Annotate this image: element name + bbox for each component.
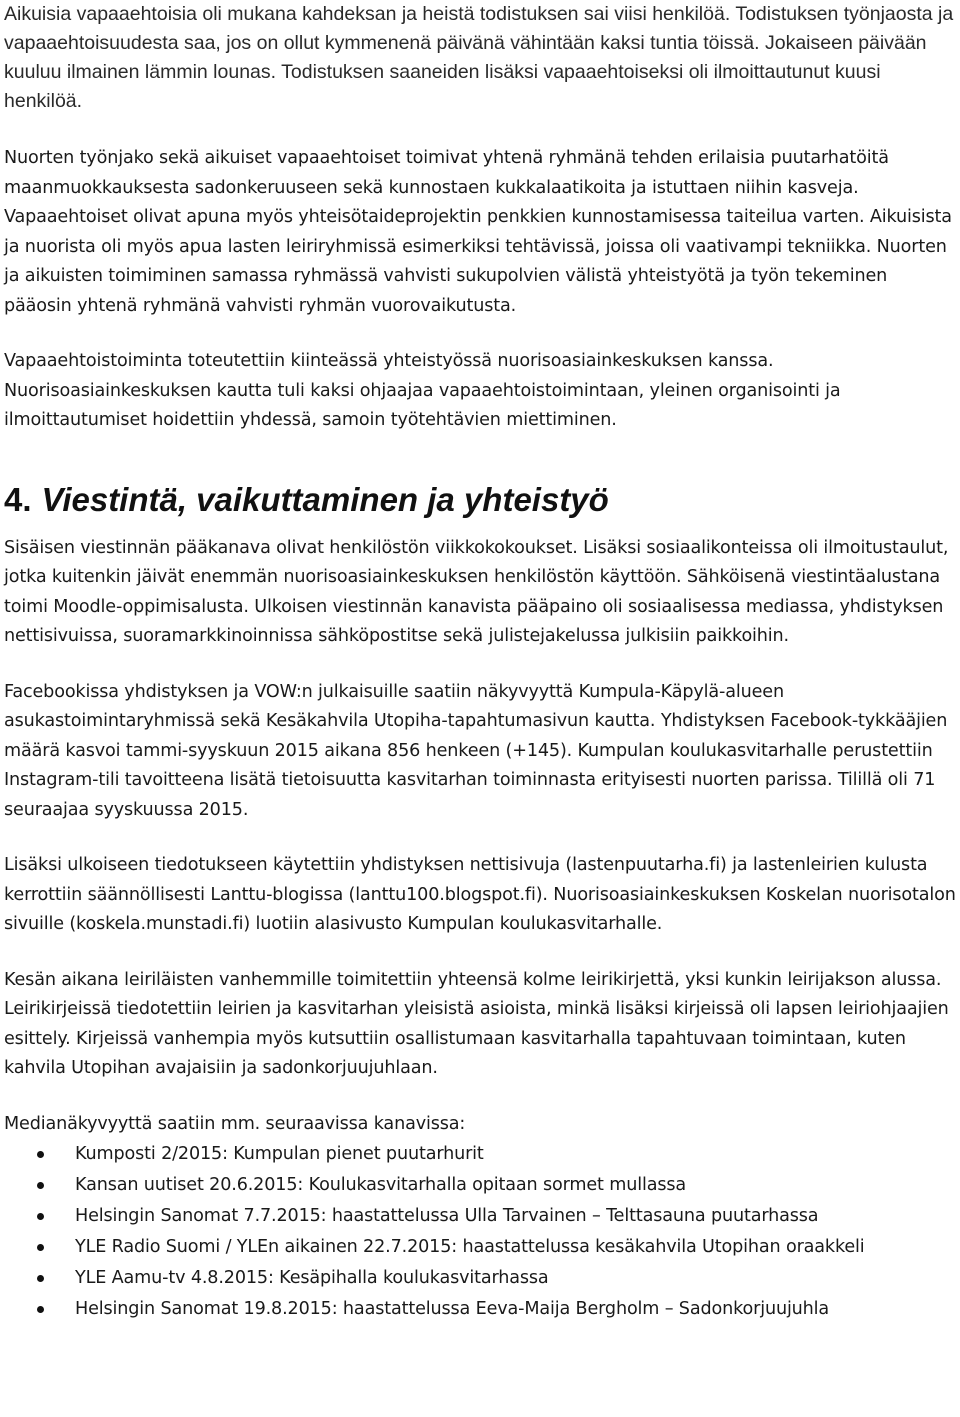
list-item bbox=[4, 1139, 956, 1170]
document-page bbox=[4, 0, 956, 1325]
bullet-icon bbox=[37, 1244, 44, 1251]
paragraph-external-info: Lisäksi ulkoiseen tiedotukseen käytettiin yhdistyksen nettisivuja (lastenpuutarha.fi) ja lastenleirien kulusta kerrottiin säännöllisesti Lanttu-blogissa (lanttu100.blogspot.fi). Nuorisoasiainkeskuksen Koskelan nuorisotalon sivuille (koskela.munstadi.fi) luotiin alasivusto Kumpulan koulukasvitarhalle. bbox=[4, 855, 956, 934]
paragraph-volunteer-cooperation: Vapaaehtoistoiminta toteutettiin kiinteässä yhteistyössä nuorisoasiainkeskuksen kanssa. Nuorisoasiainkeskuksen kautta tuli kaksi ohjaajaa vapaaehtoistoimintaan, yleinen organisointi ja ilmoittautumiset hoidettiin yhdessä, samoin työtehtävien miettiminen. bbox=[4, 351, 841, 430]
media-item-text: Kansan uutiset 20.6.2015: Koulukasvitarhalla opitaan sormet mullassa bbox=[75, 1175, 687, 1195]
bullet-icon bbox=[37, 1306, 44, 1313]
media-item-text: Kumposti 2/2015: Kumpulan pienet puutarhurit bbox=[75, 1144, 484, 1164]
section-title: Viestintä, vaikuttaminen ja yhteistyö bbox=[41, 480, 609, 518]
spacer bbox=[4, 940, 956, 966]
spacer bbox=[4, 652, 956, 678]
bullet-icon bbox=[37, 1182, 44, 1189]
paragraph-facebook: Facebookissa yhdistyksen ja VOW:n julkaisuille saatiin näkyvyyttä Kumpula-Käpylä-alueen asukastoimintaryhmissä sekä Kesäkahvila Utopiha-tapahtumasivun kautta. Yhdistyksen Facebook-tykkääjien määrä kasvoi tammi-syyskuun 2015 aikana 856 henkeen (+145). Kumpulan koulukasvitarhalle perustettiin Instagram-tili tavoitteena lisätä tietoisuutta kasvitarhan toiminnasta erityisesti nuorten parissa. Tilillä oli 71 seuraajaa syyskuussa 2015. bbox=[4, 681, 948, 820]
media-item-text: YLE Radio Suomi / YLEn aikainen 22.7.2015: haastattelussa kesäkahvila Utopihan oraakkeli bbox=[75, 1237, 865, 1257]
media-item-text: YLE Aamu-tv 4.8.2015: Kesäpihalla koulukasvitarhassa bbox=[75, 1268, 549, 1288]
list-item bbox=[4, 1170, 956, 1201]
media-list bbox=[4, 1139, 956, 1325]
list-item bbox=[4, 1294, 956, 1325]
media-item-text: Helsingin Sanomat 19.8.2015: haastattelussa Eeva-Maija Bergholm – Sadonkorjuujuhla bbox=[75, 1299, 830, 1319]
spacer bbox=[4, 1084, 956, 1110]
paragraph-media-intro: Medianäkyvyyttä saatiin mm. seuraavissa kanavissa: bbox=[4, 1113, 466, 1134]
section-heading bbox=[4, 480, 956, 520]
bullet-icon bbox=[37, 1151, 44, 1158]
list-item bbox=[4, 1263, 956, 1294]
media-item-text: Helsingin Sanomat 7.7.2015: haastattelussa Ulla Tarvainen – Telttasauna puutarhassa bbox=[75, 1206, 819, 1226]
paragraph-camp-letters: Kesän aikana leiriläisten vanhemmille toimitettiin yhteensä kolme leirikirjettä, yksi kunkin leirijakson alussa. Leirikirjeissä tiedotettiin leirien ja kasvitarhan yleisistä asioista, minkä lisäksi kirjeissä oli lapsen leiriohjaajien esittely. Kirjeissä vanhempia myös kutsuttiin osallistumaan kasvitarhalla tapahtuvaan toimintaan, kuten kahvila Utopihan avajaisiin ja sadonkorjuujuhlaan. bbox=[4, 969, 949, 1078]
paragraph-volunteer-work: Nuorten työnjako sekä aikuiset vapaaehtoiset toimivat yhtenä ryhmänä tehden erilaisia puutarhatöitä maanmuokkauksesta sadonkeruuseen sekä kunnostaen kukkalaatikoita ja istuttaen niihin kasveja. Vapaaehtoiset olivat apuna myös yhteisötaideprojektin penkkien kunnostamisessa taiteilua varten. Aikuisista ja nuorista oli myös apua lasten leiriryhmissä esimerkiksi tehtävissä, joissa oli vaativampi tekniikka. Nuorten ja aikuisten toimiminen samassa ryhmässä vahvisti sukupolvien välistä yhteistyötä ja työn tekeminen pääosin yhtenä ryhmänä vahvisti ryhmän vuorovaikutusta. bbox=[4, 148, 952, 316]
spacer bbox=[4, 825, 956, 851]
list-item bbox=[4, 1201, 956, 1232]
intro-paragraph: Aikuisia vapaaehtoisia oli mukana kahdeksan ja heistä todistuksen sai viisi henkilöä. Todistuksen työnjaosta ja vapaaehtoisuudesta saa, jos on ollut kymmenenä päivänä vähintään kaksi tuntia töissä. Jokaiseen päivään kuuluu ilmainen lämmin lounas. Todistuksen saaneiden lisäksi vapaaehtoiseksi oli ilmoittautunut kuusi henkilöä. bbox=[4, 3, 954, 112]
bullet-icon bbox=[37, 1275, 44, 1282]
spacer bbox=[4, 116, 956, 144]
section-number: 4. bbox=[4, 480, 32, 518]
paragraph-internal-communication: Sisäisen viestinnän pääkanava olivat henkilöstön viikkokokoukset. Lisäksi sosiaalikonteissa oli ilmoitustaulut, jotka kuitenkin jäivät enemmän nuorisoasiainkeskuksen henkilöstön käyttöön. Sähköisenä viestintäalustana toimi Moodle-oppimisalusta. Ulkoisen viestinnän kanavista pääpaino oli sosiaalisessa mediassa, yhdistyksen nettisivuissa, suoramarkkinoinnissa sähköpostitse sekä julistejakelussa julkisiin paikkoihin. bbox=[4, 537, 949, 646]
list-item bbox=[4, 1232, 956, 1263]
bullet-icon bbox=[37, 1213, 44, 1220]
spacer bbox=[4, 321, 956, 347]
